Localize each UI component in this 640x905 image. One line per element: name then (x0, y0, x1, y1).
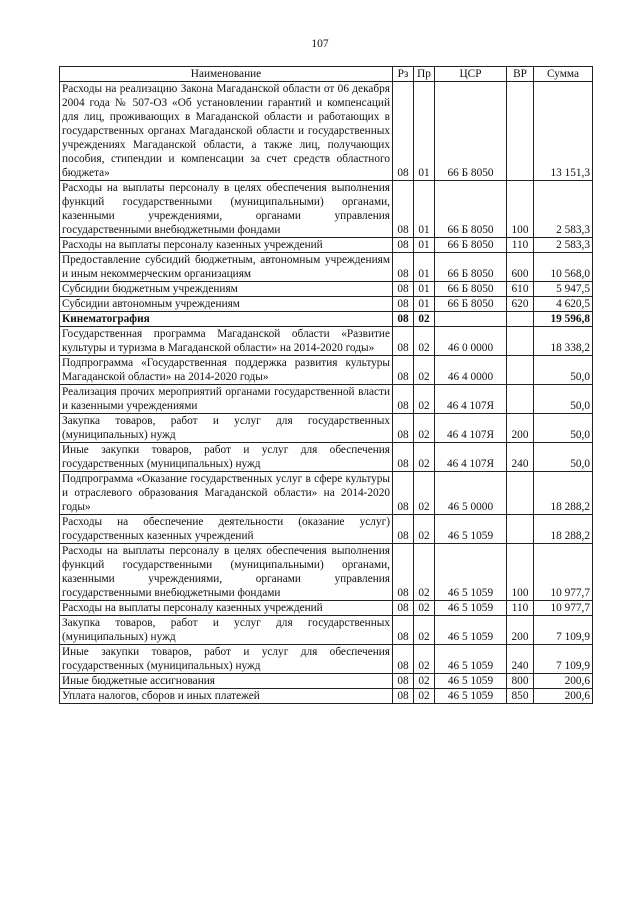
cell-vr: 800 (507, 674, 534, 689)
cell-vr: 240 (507, 645, 534, 674)
cell-pr: 02 (414, 645, 435, 674)
cell-sum: 5 947,5 (534, 282, 593, 297)
cell-name: Иные закупки товаров, работ и услуг для обеспечения государственных (муниципальных) нужд (60, 443, 393, 472)
cell-rz: 08 (393, 238, 414, 253)
table-row (60, 312, 593, 327)
cell-rz: 08 (393, 616, 414, 645)
cell-pr: 02 (414, 689, 435, 704)
cell-rz: 08 (393, 645, 414, 674)
cell-csr: 46 4 0000 (435, 356, 507, 385)
cell-rz: 08 (393, 443, 414, 472)
cell-vr (507, 515, 534, 544)
cell-pr: 02 (414, 385, 435, 414)
header-name: Наименование (60, 67, 393, 82)
cell-sum: 7 109,9 (534, 616, 593, 645)
cell-vr (507, 327, 534, 356)
cell-pr: 02 (414, 356, 435, 385)
cell-rz: 08 (393, 674, 414, 689)
cell-rz: 08 (393, 297, 414, 312)
cell-vr (507, 312, 534, 327)
cell-vr: 100 (507, 544, 534, 601)
table-row (60, 282, 593, 297)
cell-csr: 46 5 1059 (435, 689, 507, 704)
cell-csr (435, 312, 507, 327)
cell-sum: 200,6 (534, 674, 593, 689)
cell-sum: 50,0 (534, 414, 593, 443)
header-rz: Рз (393, 67, 414, 82)
cell-pr: 02 (414, 544, 435, 601)
cell-name: Предоставление субсидий бюджетным, автономным учреждениям и иным некоммерческим организациям (60, 253, 393, 282)
cell-sum: 13 151,3 (534, 82, 593, 181)
page-number: 107 (311, 38, 329, 50)
cell-pr: 01 (414, 282, 435, 297)
cell-sum: 19 596,8 (534, 312, 593, 327)
table-row (60, 674, 593, 689)
cell-csr: 46 5 1059 (435, 616, 507, 645)
cell-csr: 46 5 1059 (435, 674, 507, 689)
table-row (60, 414, 593, 443)
cell-sum: 50,0 (534, 356, 593, 385)
cell-sum: 10 568,0 (534, 253, 593, 282)
cell-name: Субсидии бюджетным учреждениям (60, 282, 393, 297)
table-row (60, 689, 593, 704)
cell-pr: 01 (414, 297, 435, 312)
cell-name: Расходы на выплаты персоналу казенных учреждений (60, 238, 393, 253)
cell-vr: 850 (507, 689, 534, 704)
cell-sum: 4 620,5 (534, 297, 593, 312)
table-header-row (60, 67, 593, 82)
cell-vr (507, 385, 534, 414)
cell-sum: 18 288,2 (534, 472, 593, 515)
table-row (60, 238, 593, 253)
cell-csr: 46 4 107Я (435, 414, 507, 443)
cell-name: Иные бюджетные ассигнования (60, 674, 393, 689)
table-row (60, 253, 593, 282)
cell-pr: 02 (414, 601, 435, 616)
cell-rz: 08 (393, 472, 414, 515)
cell-name: Подпрограмма «Государственная поддержка развития культуры Магаданской области» на 2014-2020 годы» (60, 356, 393, 385)
cell-rz: 08 (393, 689, 414, 704)
cell-rz: 08 (393, 82, 414, 181)
cell-sum: 2 583,3 (534, 238, 593, 253)
table-row (60, 181, 593, 238)
cell-csr: 46 5 1059 (435, 515, 507, 544)
cell-rz: 08 (393, 181, 414, 238)
budget-table (59, 66, 593, 704)
cell-vr (507, 472, 534, 515)
cell-csr: 66 Б 8050 (435, 238, 507, 253)
cell-name: Расходы на выплаты персоналу казенных учреждений (60, 601, 393, 616)
cell-name: Расходы на обеспечение деятельности (оказание услуг) государственных казенных учреждений (60, 515, 393, 544)
cell-vr (507, 356, 534, 385)
cell-rz: 08 (393, 544, 414, 601)
cell-name: Подпрограмма «Оказание государственных услуг в сфере культуры и отраслевого образования Магаданской области» на 2014-2020 годы» (60, 472, 393, 515)
cell-sum: 18 338,2 (534, 327, 593, 356)
table-row (60, 356, 593, 385)
cell-vr: 200 (507, 616, 534, 645)
cell-name: Иные закупки товаров, работ и услуг для обеспечения государственных (муниципальных) нужд (60, 645, 393, 674)
cell-vr: 620 (507, 297, 534, 312)
cell-name: Реализация прочих мероприятий органами государственной власти и казенными учреждениями (60, 385, 393, 414)
cell-csr: 66 Б 8050 (435, 82, 507, 181)
table-row (60, 297, 593, 312)
cell-name: Закупка товаров, работ и услуг для государственных (муниципальных) нужд (60, 414, 393, 443)
cell-name: Уплата налогов, сборов и иных платежей (60, 689, 393, 704)
cell-name: Расходы на реализацию Закона Магаданской области от 06 декабря 2004 года № 507-ОЗ «Об установлении гарантий и компенсаций для лиц, проживающих в Магаданской области и работающих в государственных органах Магаданской области и государственных учреждениях Магаданской области, а также лиц, получающих пособия, стипендии и компенсации за счет средств областного бюджета» (60, 82, 393, 181)
cell-vr: 240 (507, 443, 534, 472)
cell-pr: 01 (414, 181, 435, 238)
cell-sum: 50,0 (534, 385, 593, 414)
cell-name: Закупка товаров, работ и услуг для государственных (муниципальных) нужд (60, 616, 393, 645)
cell-rz: 08 (393, 601, 414, 616)
cell-rz: 08 (393, 515, 414, 544)
cell-pr: 02 (414, 674, 435, 689)
cell-vr: 110 (507, 601, 534, 616)
cell-rz: 08 (393, 356, 414, 385)
cell-name: Расходы на выплаты персоналу в целях обеспечения выполнения функций государственными (муниципальными) органами, казенными учреждениями, органами управления государственными внебюджетными фондами (60, 544, 393, 601)
cell-csr: 66 Б 8050 (435, 282, 507, 297)
table-row (60, 327, 593, 356)
cell-csr: 46 5 1059 (435, 645, 507, 674)
cell-name: Кинематография (60, 312, 393, 327)
cell-csr: 46 5 0000 (435, 472, 507, 515)
cell-csr: 66 Б 8050 (435, 181, 507, 238)
cell-sum: 7 109,9 (534, 645, 593, 674)
cell-sum: 18 288,2 (534, 515, 593, 544)
cell-csr: 46 5 1059 (435, 601, 507, 616)
table-row (60, 515, 593, 544)
header-vr: ВР (507, 67, 534, 82)
cell-sum: 10 977,7 (534, 601, 593, 616)
cell-vr (507, 82, 534, 181)
cell-csr: 46 4 107Я (435, 443, 507, 472)
cell-pr: 01 (414, 253, 435, 282)
table-row (60, 544, 593, 601)
cell-pr: 02 (414, 472, 435, 515)
table-row (60, 443, 593, 472)
cell-rz: 08 (393, 414, 414, 443)
cell-pr: 02 (414, 414, 435, 443)
table-row (60, 616, 593, 645)
cell-rz: 08 (393, 327, 414, 356)
table-row (60, 645, 593, 674)
cell-vr: 100 (507, 181, 534, 238)
cell-pr: 02 (414, 616, 435, 645)
table-row (60, 601, 593, 616)
cell-vr: 610 (507, 282, 534, 297)
cell-csr: 46 5 1059 (435, 544, 507, 601)
cell-rz: 08 (393, 312, 414, 327)
cell-csr: 66 Б 8050 (435, 253, 507, 282)
header-sum: Сумма (534, 67, 593, 82)
cell-pr: 02 (414, 327, 435, 356)
cell-name: Государственная программа Магаданской области «Развитие культуры и туризма в Магаданской области» на 2014-2020 годы» (60, 327, 393, 356)
cell-vr: 110 (507, 238, 534, 253)
cell-sum: 200,6 (534, 689, 593, 704)
cell-sum: 10 977,7 (534, 544, 593, 601)
cell-name: Субсидии автономным учреждениям (60, 297, 393, 312)
cell-csr: 46 0 0000 (435, 327, 507, 356)
cell-pr: 02 (414, 515, 435, 544)
cell-csr: 66 Б 8050 (435, 297, 507, 312)
cell-csr: 46 4 107Я (435, 385, 507, 414)
header-csr: ЦСР (435, 67, 507, 82)
cell-rz: 08 (393, 253, 414, 282)
cell-rz: 08 (393, 385, 414, 414)
cell-sum: 50,0 (534, 443, 593, 472)
cell-pr: 02 (414, 312, 435, 327)
cell-name: Расходы на выплаты персоналу в целях обеспечения выполнения функций государственными (муниципальными) органами, казенными учреждениями, органами управления государственными внебюджетными фондами (60, 181, 393, 238)
cell-pr: 02 (414, 443, 435, 472)
table-row (60, 385, 593, 414)
cell-vr: 200 (507, 414, 534, 443)
cell-pr: 01 (414, 82, 435, 181)
cell-sum: 2 583,3 (534, 181, 593, 238)
cell-pr: 01 (414, 238, 435, 253)
table-row (60, 472, 593, 515)
table-row (60, 82, 593, 181)
header-pr: Пр (414, 67, 435, 82)
cell-vr: 600 (507, 253, 534, 282)
cell-rz: 08 (393, 282, 414, 297)
